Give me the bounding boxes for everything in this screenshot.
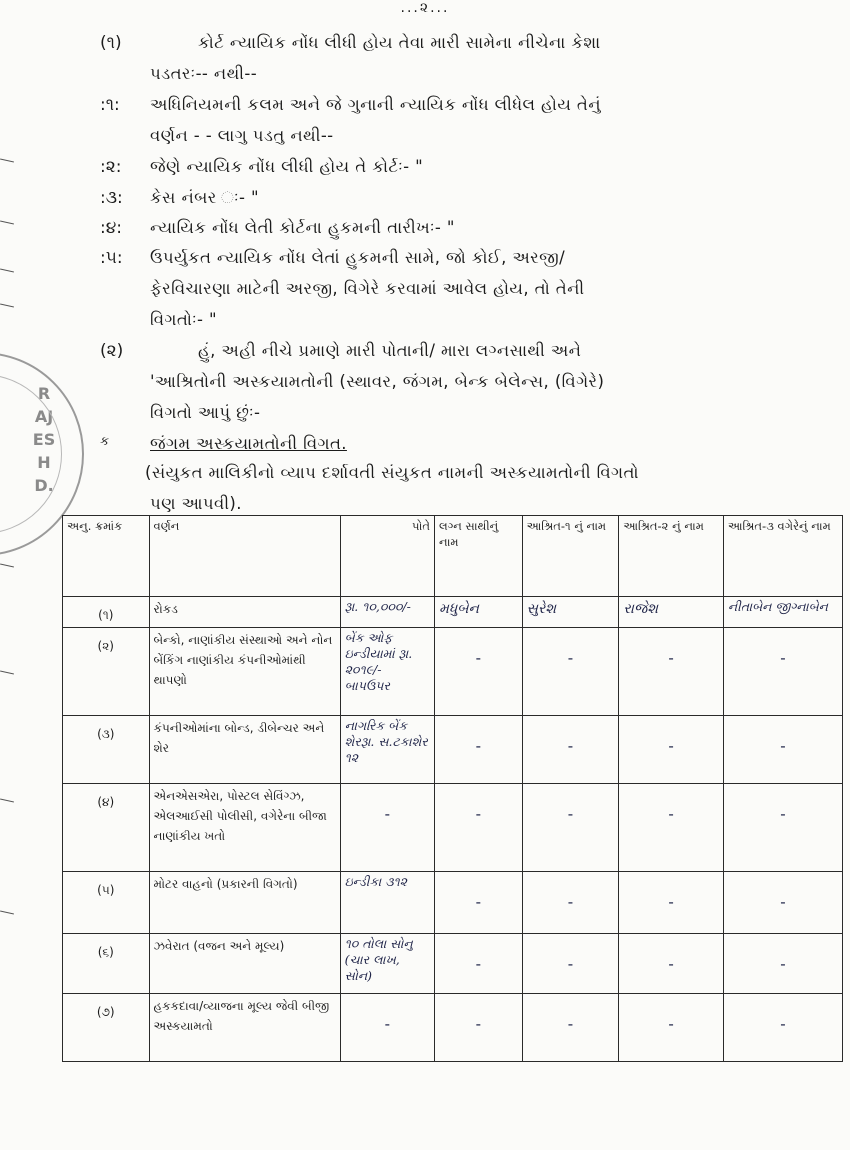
header-serial: અનુ. ક્રમાંક — [63, 516, 150, 597]
row-description: ઝવેરાત (વજન અને મૂલ્ય) — [153, 939, 285, 953]
row-description: મોટર વાહનો (પ્રકારની વિગતો) — [153, 877, 298, 891]
dependent2-value: રાજેશ — [623, 601, 659, 617]
dependent3-value: નીતાબેન જીગ્નાબેન — [727, 599, 828, 614]
dependent1-value: - — [567, 954, 574, 973]
section2-line2: 'આશ્રિતોની અસ્કયામતોની (સ્થાવર, જંગમ, બેન્ક બેલેન્સ, (વિગેરે) — [150, 372, 605, 391]
section2-line3: વિગતો આપું છુંઃ- — [150, 403, 261, 422]
row-serial: (૬) — [97, 945, 114, 959]
row-serial: (૭) — [96, 1005, 115, 1019]
item1-line2: વર્ણન - - લાગુ પડતુ નથી-- — [150, 126, 334, 145]
page-number: ...૨... — [400, 0, 450, 16]
dependent2-value: - — [668, 892, 674, 911]
note-line2: પણ આપવી). — [150, 494, 242, 513]
margin-tick — [0, 269, 14, 273]
header-dependent3: આશ્રિત-૩ વગેરેનું નામ — [723, 516, 842, 597]
table-row — [63, 934, 843, 994]
table-row — [63, 597, 843, 628]
dependent1-value: - — [567, 736, 574, 755]
dependent1-value: - — [567, 648, 574, 667]
row-serial: (૫) — [97, 883, 115, 897]
dependent1-value: સુરેશ — [526, 601, 557, 617]
item5-line1: ઉપર્યુકત ન્યાયિક નોંધ લેતાં હુકમની સામે, જો કોઈ, અરજી/ — [150, 248, 566, 267]
row-serial: (૧) — [98, 608, 114, 622]
item2-number: :૨: — [100, 157, 122, 177]
dependent3-value: - — [780, 736, 786, 755]
margin-tick — [0, 671, 14, 675]
header-dependent2: આશ્રિત-૨ નું નામ — [619, 516, 724, 597]
header-description: વર્ણન — [149, 516, 340, 597]
table-header-row — [63, 516, 843, 597]
stamp-text: RAJESH D. — [32, 384, 56, 495]
spouse-value: - — [475, 954, 482, 973]
row-serial: (૩) — [97, 727, 115, 741]
dependent3-value: - — [780, 804, 786, 823]
self-value: - — [384, 1014, 390, 1033]
item5-number: :૫: — [100, 248, 123, 268]
dependent2-value: - — [668, 804, 674, 823]
spouse-value: - — [475, 804, 482, 823]
item3-line1: કેસ નંબર ઃ- " — [150, 188, 260, 207]
dependent2-value: - — [668, 648, 674, 667]
dependent1-value: - — [567, 1014, 574, 1033]
spouse-value: - — [475, 1014, 482, 1033]
dependent2-value: - — [668, 1014, 674, 1033]
self-value: રૂા. ૧૦,૦૦૦/- — [344, 599, 411, 614]
dependent1-value: - — [567, 892, 574, 911]
item1-line1: અધિનિયમની કલમ અને જે ગુનાની ન્યાયિક નોંધ લીધેલ હોય તેનું — [150, 95, 601, 114]
self-value: - — [384, 804, 390, 823]
movable-assets-table — [62, 515, 843, 1062]
margin-tick — [0, 221, 14, 225]
row-description: બેન્કો, નાણાંકીય સંસ્થાઓ અને નોન બેંકિંગ નાણાંકીય કંપનીઓમાંથી થાપણો — [153, 633, 333, 687]
dependent1-value: - — [567, 804, 574, 823]
self-value: ઇન્ડીકા ૩૧૨ — [344, 874, 407, 889]
section1-number: (૧) — [100, 33, 122, 53]
item1-number: :૧: — [100, 95, 120, 115]
spouse-value: - — [475, 736, 482, 755]
subsection-letter: ક — [100, 434, 110, 449]
dependent3-value: - — [780, 954, 786, 973]
self-value: બેંક ઓફ ઇન્ડીયામાં રૂા. ૨૦૧૯/- બાપઉપર — [344, 630, 413, 693]
item2-line1: જેણે ન્યાયિક નોંધ લીધી હોય તે કોર્ટઃ- " — [150, 157, 424, 176]
row-description: એનએસએરા, પોસ્ટલ સેવિંગ્ઝ, એલઆઈસી પોલીસી, વગેરેના બીજા નાણાંકીય ખતો — [153, 789, 327, 843]
margin-tick — [0, 304, 14, 308]
dependent2-value: - — [668, 954, 674, 973]
dependent3-value: - — [780, 1014, 786, 1033]
header-spouse: લગ્ન સાથીનું નામ — [435, 516, 523, 597]
row-description: હકકદાવા/વ્યાજના મૂલ્ય જેવી બીજી અસ્કયામતો — [153, 999, 330, 1033]
table-row — [63, 872, 843, 934]
margin-tick — [0, 159, 14, 163]
spouse-value: - — [475, 892, 482, 911]
dependent2-value: - — [668, 736, 674, 755]
row-description: કંપનીઓમાંના બોન્ડ, ડીબેન્ચર અને શેર — [153, 721, 325, 755]
margin-tick — [0, 911, 14, 915]
item4-line1: ન્યાયિક નોંધ લેતી કોર્ટના હુકમની તારીખઃ- " — [150, 218, 455, 237]
item5-line3: વિગતોઃ- " — [150, 310, 218, 329]
section2-number: (૨) — [100, 341, 124, 361]
row-serial: (૪) — [97, 795, 115, 809]
row-serial: (૨) — [97, 639, 114, 653]
margin-tick — [0, 799, 14, 803]
table-row — [63, 628, 843, 716]
note-line1: (સંયુકત માલિકીનો વ્યાપ દર્શાવતી સંયુકત નામની અસ્કયામતોની વિગતો — [145, 463, 639, 482]
spouse-value: - — [475, 648, 482, 667]
spouse-value: મધુબેન — [439, 601, 479, 617]
item4-number: :૪: — [100, 218, 122, 238]
subsection-title: જંગમ અસ્કયામતોની વિગત. — [150, 434, 347, 453]
self-value: નાગરિક બેંક શેરરૂા. સ.ટકાશેર ૧૨ — [344, 718, 428, 765]
section1-line1: કોર્ટ ન્યાયિક નોંધ લીધી હોય તેવા મારી સામેના નીચેના કેશા — [198, 33, 601, 52]
header-self: પોતે — [340, 516, 434, 597]
margin-tick — [0, 564, 14, 568]
item5-line2: ફેરવિચારણા માટેની અરજી, વિગેરે કરવામાં આવેલ હોય, તો તેની — [150, 279, 585, 298]
section1-line2: પડતરઃ-- નથી-- — [150, 64, 258, 83]
table-row — [63, 994, 843, 1062]
row-description: રોકડ — [153, 602, 178, 616]
section2-line1: હું, અહી નીચે પ્રમાણે મારી પોતાની/ મારા લગ્નસાથી અને — [198, 341, 582, 360]
dependent3-value: - — [780, 648, 786, 667]
item3-number: :૩: — [100, 188, 123, 208]
header-dependent1: આશ્રિત-૧ નું નામ — [522, 516, 619, 597]
self-value: ૧૦ તોલા સોનુ (ચાર લાખ, સોન) — [344, 936, 413, 983]
dependent3-value: - — [780, 892, 786, 911]
table-row — [63, 716, 843, 784]
table-row — [63, 784, 843, 872]
